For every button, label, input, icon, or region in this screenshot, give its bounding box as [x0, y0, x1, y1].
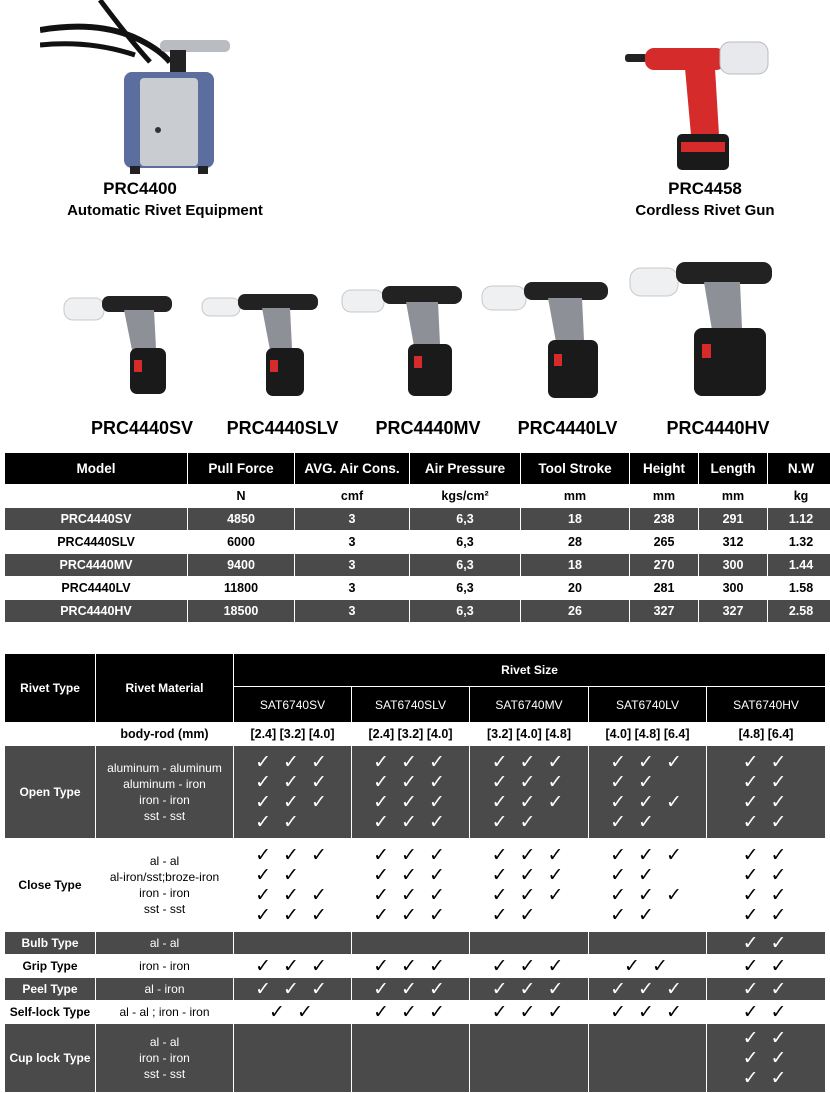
spec-header-row — [5, 453, 830, 484]
check-line: ✓ ✓ ✓ — [610, 791, 685, 813]
spec-cell: 20 — [521, 577, 629, 599]
spec-cell: 300 — [699, 554, 767, 576]
spec-cell: 18500 — [188, 600, 294, 622]
rivet-header-size: Rivet Size — [234, 654, 825, 686]
prc4458-image — [625, 30, 775, 175]
spec-cell: 1.58 — [768, 577, 830, 599]
check-cell — [470, 1001, 588, 1023]
spec-cell: 3 — [295, 577, 409, 599]
spec-units-row — [5, 485, 830, 507]
material-line: al - al — [149, 854, 180, 868]
table-row — [5, 746, 825, 838]
check-line: ✓ ✓ ✓ — [373, 751, 448, 773]
body-rod-cell: [4.8] [6.4] — [707, 723, 825, 745]
body-rod-cell: [3.2] [4.0] [4.8] — [470, 723, 588, 745]
check-cell — [707, 1024, 825, 1092]
rivet-material-cell — [96, 1024, 233, 1092]
check-cell — [707, 955, 825, 977]
spec-cell: 6,3 — [410, 508, 520, 530]
material-line: iron - iron — [139, 793, 190, 807]
check-line: ✓ ✓ ✓ — [610, 1001, 685, 1023]
table-row — [5, 577, 830, 599]
rivet-material-cell: al - iron — [96, 978, 233, 1000]
check-line: ✓ ✓ ✓ — [491, 844, 567, 866]
check-line: ✓ ✓ ✓ — [255, 844, 330, 866]
material-line: sst - sst — [143, 902, 186, 916]
spec-cell: 300 — [699, 577, 767, 599]
check-cell — [589, 746, 706, 838]
body-rod-cell: [2.4] [3.2] [4.0] — [234, 723, 351, 745]
check-cell — [352, 932, 469, 954]
spec-cell: 18 — [521, 508, 629, 530]
spec-cell: 3 — [295, 531, 409, 553]
spec-cell: 1.44 — [768, 554, 830, 576]
spec-cell: 11800 — [188, 577, 294, 599]
check-cell — [707, 839, 825, 931]
spec-header-air-pressure: Air Pressure — [410, 453, 520, 484]
check-line: ✓ ✓ — [742, 904, 790, 926]
spec-cell: 6000 — [188, 531, 294, 553]
check-line: ✓ ✓ — [742, 771, 790, 793]
check-line: ✓ ✓ ✓ — [373, 791, 448, 813]
spec-cell: 26 — [521, 600, 629, 622]
check-line: ✓ ✓ — [742, 791, 790, 813]
check-line: ✓ ✓ — [742, 1067, 790, 1089]
body-rod-cell: [2.4] [3.2] [4.0] — [352, 723, 469, 745]
spec-cell: PRC4440MV — [5, 554, 187, 576]
spec-cell: 3 — [295, 600, 409, 622]
spec-cell: 265 — [630, 531, 698, 553]
spec-cell: 291 — [699, 508, 767, 530]
rivet-size-header: SAT6740LV — [589, 687, 706, 722]
model-label-hv: PRC4440HV — [666, 418, 770, 438]
rivet-header-type: Rivet Type — [5, 654, 95, 722]
check-line: ✓ ✓ — [491, 904, 539, 926]
spec-unit: mm — [699, 485, 767, 507]
check-line: ✓ ✓ — [624, 955, 671, 977]
prc4400-image — [40, 0, 240, 175]
model-label-sv: PRC4440SV — [90, 418, 194, 438]
rivet-table — [4, 653, 826, 1093]
check-line: ✓ ✓ ✓ — [610, 978, 685, 1000]
table-row — [5, 839, 825, 931]
check-line: ✓ ✓ ✓ — [491, 751, 567, 773]
rivet-type-name: Self-lock Type — [5, 1001, 95, 1023]
spec-unit: kgs/cm² — [410, 485, 520, 507]
check-cell — [470, 932, 588, 954]
material-line: aluminum - iron — [123, 777, 206, 791]
check-line: ✓ ✓ ✓ — [610, 844, 685, 866]
spec-cell: 2.58 — [768, 600, 830, 622]
rivet-gun-mv-image — [340, 272, 470, 400]
rivet-size-header: SAT6740SV — [234, 687, 351, 722]
check-line: ✓ ✓ — [610, 811, 657, 833]
check-line: ✓ ✓ — [610, 864, 657, 886]
check-line: ✓ ✓ ✓ — [255, 884, 330, 906]
spec-cell: 6,3 — [410, 600, 520, 622]
check-line: ✓ ✓ ✓ — [373, 864, 448, 886]
check-line: ✓ ✓ — [742, 884, 790, 906]
spec-cell: 1.32 — [768, 531, 830, 553]
spec-cell: 270 — [630, 554, 698, 576]
check-cell — [470, 839, 588, 931]
table-row — [5, 1024, 825, 1092]
table-row — [5, 978, 825, 1000]
spec-cell: 3 — [295, 508, 409, 530]
spec-header-weight: N.W — [768, 453, 830, 484]
spec-cell: 327 — [699, 600, 767, 622]
check-cell — [589, 839, 706, 931]
rivet-material-cell: iron - iron — [96, 955, 233, 977]
check-cell — [234, 839, 351, 931]
check-line: ✓ ✓ ✓ — [373, 978, 448, 1000]
check-cell — [352, 1001, 469, 1023]
check-line: ✓ ✓ ✓ — [491, 884, 567, 906]
product-code: PRC4400 — [103, 179, 177, 198]
rivet-gun-lv-image — [480, 268, 615, 400]
rivet-gun-slv-image — [200, 282, 320, 400]
check-cell — [234, 746, 351, 838]
check-line: ✓ ✓ — [742, 864, 790, 886]
table-row — [5, 955, 825, 977]
check-line: ✓ ✓ ✓ — [373, 904, 448, 926]
spec-cell: PRC4440LV — [5, 577, 187, 599]
table-row — [5, 932, 825, 954]
rivet-type-name: Peel Type — [5, 978, 95, 1000]
material-line: iron - iron — [139, 1051, 190, 1065]
table-row — [5, 554, 830, 576]
spec-header-length: Length — [699, 453, 767, 484]
check-line: ✓ ✓ ✓ — [491, 955, 567, 977]
rivet-size-header: SAT6740MV — [470, 687, 588, 722]
check-line: ✓ ✓ ✓ — [255, 904, 330, 926]
spec-header-tool-stroke: Tool Stroke — [521, 453, 629, 484]
spec-cell: PRC4440HV — [5, 600, 187, 622]
table-row — [5, 508, 830, 530]
rivet-type-name: Cup lock Type — [5, 1024, 95, 1092]
spec-cell: 312 — [699, 531, 767, 553]
check-line: ✓ ✓ — [742, 932, 790, 954]
spec-unit: cmf — [295, 485, 409, 507]
check-line: ✓ ✓ — [742, 844, 790, 866]
model-label-mv: PRC4440MV — [375, 418, 481, 438]
material-line: al-iron/sst;broze-iron — [109, 870, 220, 884]
spec-cell: 18 — [521, 554, 629, 576]
model-label-lv: PRC4440LV — [517, 418, 618, 438]
check-cell — [589, 978, 706, 1000]
check-line: ✓ ✓ — [610, 904, 657, 926]
check-line: ✓ ✓ ✓ — [373, 955, 448, 977]
check-line: ✓ ✓ — [491, 811, 539, 833]
check-cell — [352, 1024, 469, 1092]
spec-cell: 4850 — [188, 508, 294, 530]
spec-header-air-cons: AVG. Air Cons. — [295, 453, 409, 484]
check-cell — [707, 978, 825, 1000]
check-line: ✓ ✓ — [742, 751, 790, 773]
spec-cell: PRC4440SV — [5, 508, 187, 530]
table-row — [5, 600, 830, 622]
spec-header-pull-force: Pull Force — [188, 453, 294, 484]
check-cell — [589, 932, 706, 954]
rivet-material-cell: al - al ; iron - iron — [96, 1001, 233, 1023]
check-cell — [470, 1024, 588, 1092]
check-cell — [589, 1001, 706, 1023]
product-subtitle: Cordless Rivet Gun — [635, 202, 775, 219]
check-cell — [470, 978, 588, 1000]
spec-unit — [5, 485, 187, 507]
spec-unit: mm — [521, 485, 629, 507]
check-cell — [352, 839, 469, 931]
rivet-material-cell — [96, 839, 233, 931]
material-line: aluminum - aluminum — [107, 761, 222, 775]
rivet-gun-hv-image — [628, 248, 778, 400]
check-line: ✓ ✓ ✓ — [255, 978, 330, 1000]
check-cell — [707, 746, 825, 838]
check-line: ✓ ✓ ✓ — [373, 884, 448, 906]
spec-unit: mm — [630, 485, 698, 507]
rivet-material-cell: al - al — [96, 932, 233, 954]
check-cell — [707, 932, 825, 954]
spec-cell: PRC4440SLV — [5, 531, 187, 553]
spec-header-model: Model — [5, 453, 187, 484]
check-cell — [707, 1001, 825, 1023]
spec-cell: 9400 — [188, 554, 294, 576]
check-cell — [589, 1024, 706, 1092]
check-line: ✓ ✓ ✓ — [491, 1001, 567, 1023]
rivet-size-header: SAT6740SLV — [352, 687, 469, 722]
check-cell — [234, 978, 351, 1000]
check-line: ✓ ✓ ✓ — [373, 1001, 448, 1023]
material-line: al - al — [149, 1035, 180, 1049]
rivet-type-name: Bulb Type — [5, 932, 95, 954]
table-row — [5, 1001, 825, 1023]
check-line: ✓ ✓ — [269, 1001, 316, 1023]
check-line: ✓ ✓ ✓ — [255, 955, 330, 977]
check-cell — [234, 1001, 351, 1023]
rivet-type-name: Close Type — [5, 839, 95, 931]
rivet-gun-sv-image — [62, 278, 182, 398]
spec-cell: 3 — [295, 554, 409, 576]
spec-cell: 238 — [630, 508, 698, 530]
spec-cell: 1.12 — [768, 508, 830, 530]
check-cell — [234, 955, 351, 977]
empty-cell — [5, 723, 95, 745]
check-line: ✓ ✓ ✓ — [373, 811, 448, 833]
check-line: ✓ ✓ ✓ — [491, 978, 567, 1000]
check-line: ✓ ✓ ✓ — [491, 791, 567, 813]
check-line: ✓ ✓ — [742, 811, 790, 833]
spec-header-height: Height — [630, 453, 698, 484]
check-cell — [470, 955, 588, 977]
material-line: sst - sst — [143, 1067, 186, 1081]
spec-cell: 28 — [521, 531, 629, 553]
spec-cell: 6,3 — [410, 531, 520, 553]
spec-cell: 6,3 — [410, 554, 520, 576]
check-line: ✓ ✓ ✓ — [491, 771, 567, 793]
check-line: ✓ ✓ — [742, 1047, 790, 1069]
check-cell — [470, 746, 588, 838]
product-code: PRC4458 — [668, 179, 742, 198]
check-line: ✓ ✓ ✓ — [373, 844, 448, 866]
check-line: ✓ ✓ — [742, 1001, 790, 1023]
check-line: ✓ ✓ ✓ — [255, 771, 330, 793]
body-rod-row — [5, 723, 825, 745]
spec-unit: kg — [768, 485, 830, 507]
check-line: ✓ ✓ ✓ — [373, 771, 448, 793]
table-row — [5, 531, 830, 553]
spec-cell: 281 — [630, 577, 698, 599]
check-line: ✓ ✓ — [742, 1027, 790, 1049]
check-cell — [234, 1024, 351, 1092]
check-line: ✓ ✓ ✓ — [491, 864, 567, 886]
check-cell — [589, 955, 706, 977]
material-line: iron - iron — [139, 886, 190, 900]
spec-cell: 327 — [630, 600, 698, 622]
spec-cell: 6,3 — [410, 577, 520, 599]
rivet-type-name: Grip Type — [5, 955, 95, 977]
body-rod-cell: [4.0] [4.8] [6.4] — [589, 723, 706, 745]
rivet-size-header: SAT6740HV — [707, 687, 825, 722]
check-cell — [352, 955, 469, 977]
model-label-slv: PRC4440SLV — [226, 418, 339, 438]
check-cell — [352, 746, 469, 838]
check-line: ✓ ✓ — [255, 864, 302, 886]
check-line: ✓ ✓ ✓ — [610, 751, 685, 773]
spec-unit: N — [188, 485, 294, 507]
check-line: ✓ ✓ — [610, 771, 657, 793]
check-cell — [352, 978, 469, 1000]
product-subtitle: Automatic Rivet Equipment — [67, 202, 263, 219]
spec-table — [4, 452, 830, 623]
rivet-header-material: Rivet Material — [96, 654, 233, 722]
check-line: ✓ ✓ ✓ — [255, 751, 330, 773]
body-rod-label: body-rod (mm) — [96, 723, 233, 745]
check-line: ✓ ✓ ✓ — [255, 791, 330, 813]
check-cell — [234, 932, 351, 954]
check-line: ✓ ✓ ✓ — [610, 884, 685, 906]
check-line: ✓ ✓ — [255, 811, 302, 833]
material-line: sst - sst — [143, 809, 186, 823]
check-line: ✓ ✓ — [742, 978, 790, 1000]
check-line: ✓ ✓ — [742, 955, 790, 977]
rivet-material-cell — [96, 746, 233, 838]
rivet-type-name: Open Type — [5, 746, 95, 838]
